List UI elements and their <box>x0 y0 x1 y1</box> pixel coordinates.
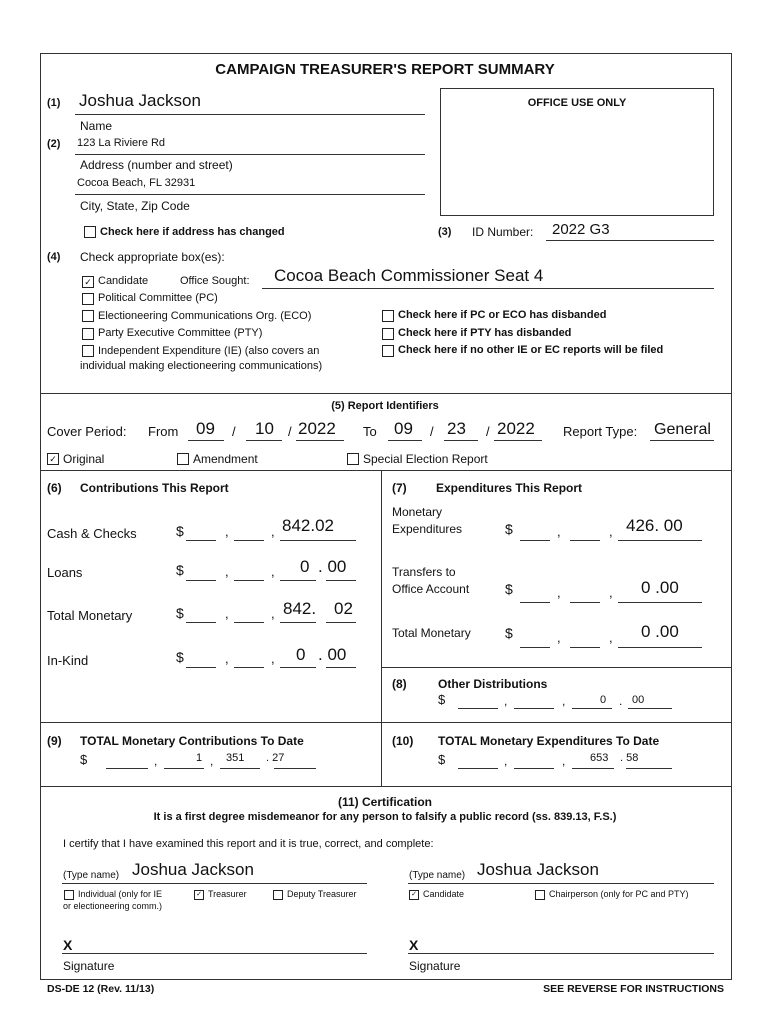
monetary-expenditures-value[interactable]: 426. 00 <box>626 516 683 535</box>
loans-value-cents[interactable]: . 00 <box>318 557 347 576</box>
transfers-value[interactable]: 0 .00 <box>641 578 679 597</box>
signature-x-right: X <box>409 937 419 953</box>
comma: , <box>562 694 566 708</box>
chairperson-label: Chairperson (only for PC and PTY) <box>549 889 689 899</box>
section-9-number: (9) <box>47 734 62 748</box>
section-7-number: (7) <box>392 481 407 495</box>
comma: , <box>271 651 275 666</box>
total-expenditures-cents[interactable]: . 58 <box>620 752 639 764</box>
name-value[interactable]: Joshua Jackson <box>79 91 201 110</box>
pty-checkbox[interactable] <box>82 328 94 340</box>
dollar-sign: $ <box>505 521 513 537</box>
signature-label-right[interactable]: Signature <box>409 959 461 973</box>
total-monetary-value-cents[interactable]: 02 <box>334 599 353 618</box>
expenditures-label: Expenditures <box>392 522 463 536</box>
type-name-label: (Type name) <box>63 870 120 881</box>
section-4-number: (4) <box>47 251 61 263</box>
pc-disbanded-label: Check here if PC or ECO has disbanded <box>398 309 607 321</box>
dollar-sign: $ <box>176 523 184 539</box>
no-other-reports-label: Check here if no other IE or EC reports will be filed <box>398 344 664 356</box>
pty-disbanded-checkbox[interactable] <box>382 328 394 340</box>
office-use-label: OFFICE USE ONLY <box>527 97 627 109</box>
cash-checks-label: Cash & Checks <box>47 526 137 541</box>
dollar-sign: $ <box>505 625 513 641</box>
individual-label-2: or electioneering comm.) <box>63 901 163 911</box>
section-10-number: (10) <box>392 734 414 748</box>
type-name-right-value[interactable]: Joshua Jackson <box>477 860 599 879</box>
deputy-treasurer-checkbox[interactable] <box>273 890 283 900</box>
amendment-checkbox[interactable] <box>177 453 189 465</box>
comma: , <box>609 585 613 600</box>
office-sought-value[interactable]: Cocoa Beach Commissioner Seat 4 <box>274 266 544 285</box>
comma: , <box>225 524 229 539</box>
comma: , <box>557 630 561 645</box>
treasurer-checkbox[interactable]: ✓ <box>194 890 204 900</box>
report-type-label: Report Type: <box>563 424 638 439</box>
ie-label-1: Independent Expenditure (IE) (also covers an <box>98 345 320 357</box>
comma: , <box>225 564 229 579</box>
office-sought-label: Office Sought: <box>180 275 250 287</box>
report-type-value[interactable]: General <box>654 421 711 438</box>
city-label: City, State, Zip Code <box>80 199 190 213</box>
comma: , <box>225 651 229 666</box>
candidate-cert-label: Candidate <box>423 889 465 899</box>
comma: , <box>154 754 158 768</box>
cover-period-label: Cover Period: <box>47 424 127 439</box>
section-1-number: (1) <box>47 97 61 109</box>
candidate-label: Candidate <box>98 275 149 287</box>
deputy-treasurer-label: Deputy Treasurer <box>287 889 357 899</box>
comma: , <box>225 606 229 621</box>
comma: , <box>557 524 561 539</box>
comma: , <box>271 606 275 621</box>
from-month[interactable]: 09 <box>196 419 215 438</box>
dollar-sign: $ <box>80 752 88 767</box>
individual-checkbox[interactable] <box>64 890 74 900</box>
comma: , <box>609 524 613 539</box>
signature-label-left[interactable]: Signature <box>63 959 115 973</box>
comma: , <box>609 630 613 645</box>
original-label: Original <box>63 452 105 466</box>
other-distributions-cents[interactable]: 00 <box>632 694 645 706</box>
total-contributions-cents[interactable]: . 27 <box>266 752 285 764</box>
other-distributions-title: Other Distributions <box>438 677 548 691</box>
form-title: CAMPAIGN TREASURER'S REPORT SUMMARY <box>215 61 555 78</box>
comma: , <box>562 754 566 768</box>
report-identifiers-title: (5) Report Identifiers <box>331 400 439 412</box>
from-label: From <box>148 424 179 439</box>
contributions-title: Contributions This Report <box>80 481 229 495</box>
section-8-number: (8) <box>392 677 407 691</box>
form-number: DS-DE 12 (Rev. 11/13) <box>47 983 155 995</box>
type-name-label: (Type name) <box>409 870 466 881</box>
total-monetary-exp-value[interactable]: 0 .00 <box>641 622 679 641</box>
comma: , <box>271 564 275 579</box>
city-value[interactable]: Cocoa Beach, FL 32931 <box>77 177 196 189</box>
total-contributions-title: TOTAL Monetary Contributions To Date <box>80 734 304 748</box>
cash-checks-value[interactable]: 842.02 <box>282 516 334 535</box>
comma: , <box>557 585 561 600</box>
to-label: To <box>363 424 377 439</box>
from-day[interactable]: 10 <box>255 419 274 438</box>
office-account-label: Office Account <box>392 582 470 596</box>
chairperson-checkbox[interactable] <box>535 890 545 900</box>
section-3-number: (3) <box>438 226 452 238</box>
no-other-reports-checkbox[interactable] <box>382 345 394 357</box>
pty-label: Party Executive Committee (PTY) <box>98 327 263 339</box>
type-name-left-value[interactable]: Joshua Jackson <box>132 860 254 879</box>
decimal-point: . <box>619 694 623 708</box>
street-label: Address (number and street) <box>80 158 233 172</box>
transfers-label: Transfers to <box>392 565 456 579</box>
total-contributions-thousands[interactable]: 1 <box>196 752 203 764</box>
signature-x-left: X <box>63 937 73 953</box>
date-slash: / <box>430 424 434 439</box>
original-checkbox[interactable]: ✓ <box>47 453 59 465</box>
to-month[interactable]: 09 <box>394 419 413 438</box>
address-changed-label: Check here if address has changed <box>100 226 285 238</box>
id-number-value[interactable]: 2022 G3 <box>552 221 610 238</box>
to-day[interactable]: 23 <box>447 419 466 438</box>
dollar-sign: $ <box>176 562 184 578</box>
name-label: Name <box>80 119 113 133</box>
dollar-sign: $ <box>505 581 513 597</box>
to-year[interactable]: 2022 <box>497 419 535 438</box>
comma: , <box>504 754 508 768</box>
other-distributions-dollars[interactable]: 0 <box>600 694 607 706</box>
candidate-cert-checkbox[interactable]: ✓ <box>409 890 419 900</box>
pc-label: Political Committee (PC) <box>98 292 218 304</box>
total-monetary-label: Total Monetary <box>47 608 133 623</box>
dollar-sign: $ <box>438 752 446 767</box>
date-slash: / <box>288 424 292 439</box>
pc-checkbox[interactable] <box>82 293 94 305</box>
individual-label-1: Individual (only for IE <box>78 889 163 899</box>
certify-statement: I certify that I have examined this report and it is true, correct, and complete: <box>63 838 434 850</box>
in-kind-value-cents[interactable]: . 00 <box>318 645 347 664</box>
expenditures-title: Expenditures This Report <box>436 481 583 495</box>
loans-value-dollars[interactable]: 0 <box>300 557 310 576</box>
certification-warning: It is a first degree misdemeanor for any person to falsify a public record (ss. 839.13, F.S.) <box>153 811 617 823</box>
section-2-number: (2) <box>47 138 61 150</box>
date-slash: / <box>232 424 236 439</box>
comma: , <box>504 694 508 708</box>
ie-label-2: individual making electioneering communications) <box>80 360 323 372</box>
pty-disbanded-label: Check here if PTY has disbanded <box>398 327 572 339</box>
from-year[interactable]: 2022 <box>298 419 336 438</box>
check-boxes-label: Check appropriate box(es): <box>80 250 225 264</box>
candidate-checkbox[interactable]: ✓ <box>82 276 94 288</box>
comma: , <box>271 524 275 539</box>
total-contributions-units[interactable]: 351 <box>226 752 245 764</box>
total-monetary-exp-label: Total Monetary <box>392 626 471 640</box>
eco-label: Electioneering Communications Org. (ECO) <box>98 310 312 322</box>
comma: , <box>210 754 214 768</box>
address-changed-checkbox[interactable] <box>84 226 96 238</box>
total-monetary-value-dollars[interactable]: 842. <box>283 599 317 618</box>
pc-disbanded-checkbox[interactable] <box>382 310 394 322</box>
id-number-label: ID Number: <box>472 225 534 239</box>
dollar-sign: $ <box>438 692 446 707</box>
certification-title: (11) Certification <box>337 795 433 809</box>
in-kind-label: In-Kind <box>47 653 89 668</box>
special-election-checkbox[interactable] <box>347 453 359 465</box>
dollar-sign: $ <box>176 605 184 621</box>
dollar-sign: $ <box>176 649 184 665</box>
street-value[interactable]: 123 La Riviere Rd <box>77 137 166 149</box>
in-kind-value-dollars[interactable]: 0 <box>296 645 306 664</box>
special-election-label: Special Election Report <box>363 452 488 466</box>
reverse-instructions: SEE REVERSE FOR INSTRUCTIONS <box>543 983 724 995</box>
section-6-number: (6) <box>47 481 62 495</box>
eco-checkbox[interactable] <box>82 310 94 322</box>
amendment-label: Amendment <box>193 452 258 466</box>
ie-checkbox[interactable] <box>82 345 94 357</box>
loans-label: Loans <box>47 565 83 580</box>
treasurer-label: Treasurer <box>208 889 247 899</box>
total-expenditures-units[interactable]: 653 <box>590 752 609 764</box>
date-slash: / <box>486 424 490 439</box>
total-expenditures-title: TOTAL Monetary Expenditures To Date <box>438 734 660 748</box>
monetary-label: Monetary <box>392 505 443 519</box>
